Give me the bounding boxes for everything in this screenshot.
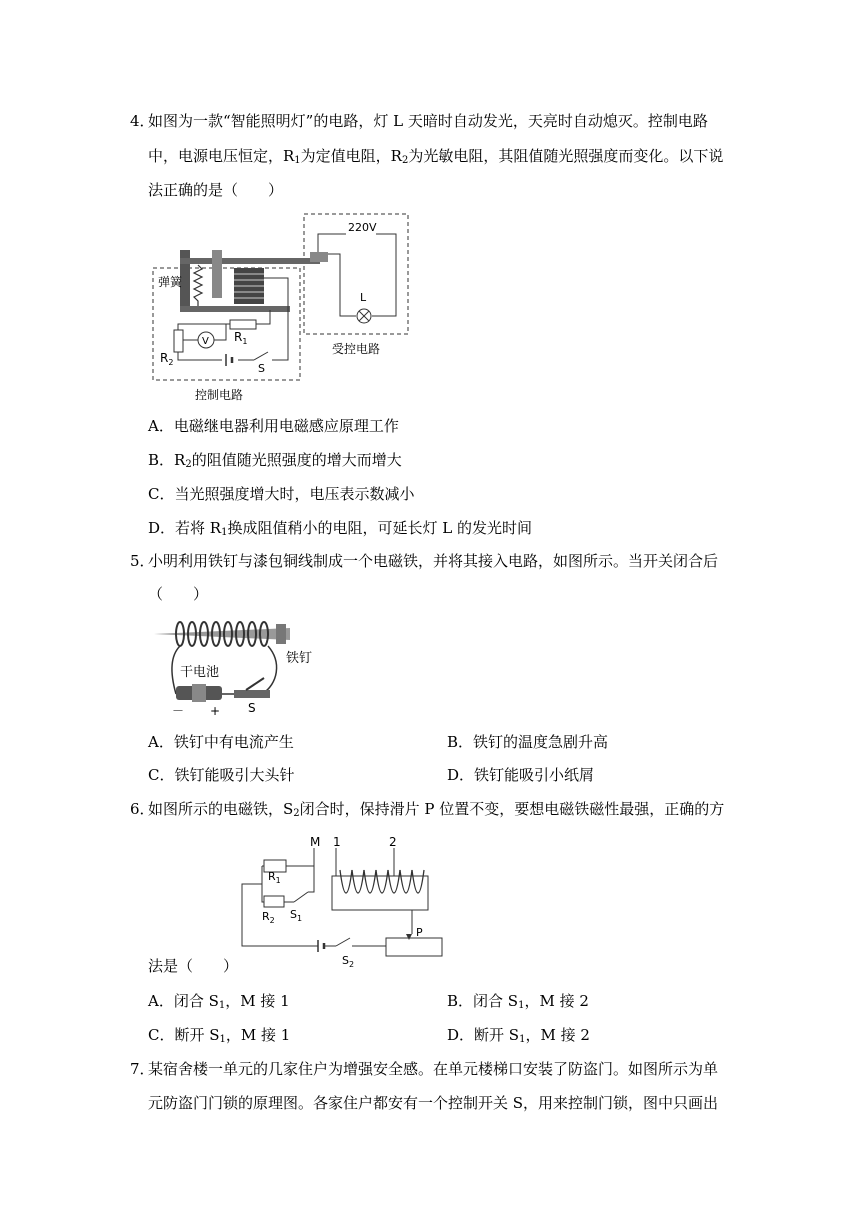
terminal-1-label: 1 bbox=[333, 835, 341, 849]
subscript: 1 bbox=[218, 1000, 226, 1011]
controlled-circuit-label: 受控电路 bbox=[332, 342, 381, 356]
relay-post bbox=[212, 250, 222, 298]
terminal-m-label: M bbox=[310, 835, 321, 849]
text-run: 闭合时，保持滑片 P 位置不变，要想电磁铁磁性最强，正确的方 bbox=[299, 800, 725, 818]
text-run: D．断开 S bbox=[447, 1026, 520, 1044]
text-run: ，M 接 2 bbox=[525, 1026, 590, 1044]
s1-label: $S_1$ bbox=[290, 908, 303, 923]
electromagnet-nail-figure bbox=[150, 618, 320, 718]
spring-icon bbox=[194, 265, 202, 306]
option-a[interactable]: A．电磁继电器利用电磁感应原理工作 bbox=[148, 417, 399, 435]
resistor-r2-icon bbox=[264, 896, 284, 907]
relay-circuit-figure bbox=[150, 210, 415, 405]
r1-label: $R_1$ bbox=[234, 330, 248, 346]
r2-label: $R_2$ bbox=[160, 351, 174, 367]
lamp-label: L bbox=[360, 291, 367, 304]
text-run: 如图所示的电磁铁，S bbox=[148, 800, 294, 818]
option-b[interactable] bbox=[447, 991, 589, 1016]
text-run: D．若将 R bbox=[148, 519, 222, 537]
question-text: 某宿舍楼一单元的几家住户为增强安全感。在单元楼梯口安装了防盗门。如图所示为单 bbox=[148, 1060, 719, 1078]
question-text: 法是（ ） bbox=[148, 957, 239, 975]
relay-contact bbox=[310, 252, 328, 262]
terminal-2-label: 2 bbox=[389, 835, 397, 849]
question-number: 7． bbox=[130, 1060, 155, 1078]
armature-bar bbox=[180, 258, 320, 264]
option-d[interactable] bbox=[447, 1025, 590, 1050]
text-run: 换成阻值稍小的电阻，可延长灯 L 的发光时间 bbox=[227, 519, 532, 537]
option-d[interactable] bbox=[148, 518, 532, 543]
option-b[interactable]: B．铁钉的温度急剧升高 bbox=[447, 733, 609, 751]
text-run: 中，电源电压恒定，R bbox=[148, 147, 295, 165]
s2-label: $S_2$ bbox=[342, 954, 355, 969]
text-run: 为定值电阻，R bbox=[300, 147, 402, 165]
option-c[interactable]: C．当光照强度增大时，电压表示数减小 bbox=[148, 485, 415, 503]
switch-icon bbox=[254, 352, 268, 360]
text-run: B．R bbox=[148, 451, 186, 469]
text-run: ，M 接 2 bbox=[524, 992, 589, 1010]
text-run: ，M 接 1 bbox=[225, 992, 290, 1010]
control-circuit-label: 控制电路 bbox=[195, 388, 244, 402]
question-text: 小明利用铁钉与漆包铜线制成一个电磁铁，并将其接入电路，如图所示。当开关闭合后 bbox=[148, 552, 719, 570]
question-number: 6． bbox=[130, 800, 155, 818]
text-run: B．闭合 S bbox=[447, 992, 519, 1010]
text-run: 为光敏电阻，其阻值随光照强度而变化。以下说 bbox=[408, 147, 724, 165]
photoresistor-r2-icon bbox=[174, 330, 183, 352]
plus-label: + bbox=[210, 704, 221, 718]
question-number: 5． bbox=[130, 552, 155, 570]
option-a[interactable]: A．铁钉中有电流产生 bbox=[148, 733, 294, 751]
question-text bbox=[148, 146, 723, 171]
relay-base bbox=[180, 306, 290, 312]
option-c[interactable]: C．铁钉能吸引大头针 bbox=[148, 766, 295, 784]
option-a[interactable] bbox=[148, 991, 290, 1016]
voltmeter-label: V bbox=[202, 336, 209, 347]
voltage-label: 220V bbox=[348, 221, 377, 234]
switch-s2-icon bbox=[336, 938, 350, 946]
question-text: 如图为一款“智能照明灯”的电路，灯 L 天暗时自动发光，天亮时自动熄灭。控制电路 bbox=[148, 112, 708, 130]
subscript: 2 bbox=[293, 808, 300, 819]
text-run: ，M 接 1 bbox=[225, 1026, 291, 1044]
switch-label: S bbox=[258, 362, 265, 375]
switch-icon bbox=[234, 690, 270, 698]
switch-s1-icon bbox=[294, 892, 308, 902]
text-run: A．闭合 S bbox=[148, 992, 219, 1010]
r1-label: $R_1$ bbox=[268, 870, 281, 885]
resistor-r1-icon bbox=[230, 320, 256, 329]
nail-label: 铁钉 bbox=[286, 651, 313, 666]
question-number: 4． bbox=[130, 112, 155, 130]
spring-label: 弹簧 bbox=[158, 275, 183, 289]
question-text: （ ） bbox=[148, 585, 209, 603]
minus-label: － bbox=[172, 704, 185, 718]
question-text bbox=[148, 799, 724, 824]
subscript: 1 bbox=[221, 527, 228, 538]
switch-label: S bbox=[248, 701, 256, 715]
text-run: 的阻值随光照强度的增大而增大 bbox=[191, 451, 402, 469]
battery-label: 干电池 bbox=[180, 665, 220, 680]
subscript: 1 bbox=[294, 155, 301, 166]
option-b[interactable] bbox=[148, 450, 402, 475]
rheostat-icon bbox=[386, 938, 442, 956]
electromagnet-circuit-figure bbox=[236, 830, 446, 970]
nail-icon bbox=[154, 628, 290, 640]
r2-label: $R_2$ bbox=[262, 910, 275, 925]
option-c[interactable] bbox=[148, 1025, 290, 1050]
subscript: 2 bbox=[185, 459, 192, 470]
subscript: 1 bbox=[219, 1034, 226, 1045]
text-run: C．断开 S bbox=[148, 1026, 220, 1044]
subscript: 1 bbox=[518, 1000, 525, 1011]
subscript: 2 bbox=[401, 155, 409, 166]
slider-p-label: P bbox=[416, 926, 423, 939]
option-d[interactable]: D．铁钉能吸引小纸屑 bbox=[447, 766, 595, 784]
subscript: 1 bbox=[519, 1034, 526, 1045]
question-text: 法正确的是（ ） bbox=[148, 181, 284, 199]
question-text: 元防盗门门锁的原理图。各家住户都安有一个控制开关 S，用来控制门锁，图中只画出 bbox=[148, 1094, 719, 1112]
